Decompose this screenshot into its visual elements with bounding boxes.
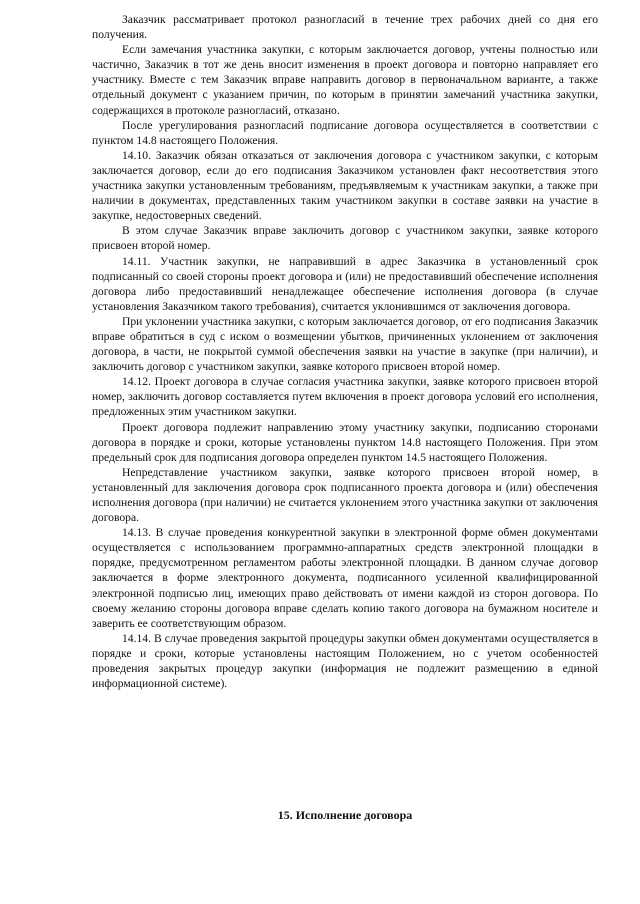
paragraph-14-11: 14.11. Участник закупки, не направивший в адрес Заказчика в установленный срок подписанный со своей стороны проект договора и (или) не предоставивший обеспечение исполнения договора либо предоставивший ненадлежащее обеспечение исполнения договора (в случае установления Заказчиком такого требования), считается уклонившимся от заключения договора. [92, 254, 598, 313]
paragraph: Проект договора подлежит направлению этому участнику закупки, подписанию сторонами договора в порядке и сроки, которые установлены пунктом 14.8 настоящего Положения. При этом предельный срок для подписания договора определен пунктом 14.5 настоящего Положения. [92, 420, 598, 464]
paragraph: В этом случае Заказчик вправе заключить договор с участником закупки, заявке которого присвоен второй номер. [92, 224, 598, 253]
paragraph-14-13: 14.13. В случае проведения конкурентной закупки в электронной форме обмен документами осуществляется с использованием программно-аппаратных средств электронной площадки в порядке, предусмотренном регламентом работы электронной площадки. В данном случае договор заключается в форме электронного документа, подписанного усиленной квалифицированной электронной подписью лиц, имеющих право действовать от имени каждой из сторон договора. По своему желанию стороны договора вправе сделать копию такого договора на бумажном носителе и заверить ее соответствующим образом. [92, 526, 598, 630]
paragraph: После урегулирования разногласий подписание договора осуществляется в соответствии с пунктом 14.8 настоящего Положения. [92, 118, 598, 147]
paragraph: Заказчик рассматривает протокол разногласий в течение трех рабочих дней со дня его получения. [92, 13, 598, 42]
paragraph-14-10: 14.10. Заказчик обязан отказаться от заключения договора с участником закупки, с которым заключается договор, если до его подписания Заказчиком установлен факт несоответствия этого участника закупки установленным требованиям, предъявляемым к участникам закупки, а также при наличии в документах, представленных таким участником закупки в составе заявки на участие в закупке, недостоверных сведений. [92, 148, 598, 223]
document-body [92, 4, 598, 691]
paragraph: Непредставление участником закупки, заявке которого присвоен второй номер, в установленный для заключения договора срок подписанного проекта договора и (или) обеспечения исполнения договора (при наличии) не считается уклонением этого участника закупки от заключения договора. [92, 465, 598, 525]
paragraph: Если замечания участника закупки, с которым заключается договор, учтены полностью или частично, Заказчик в тот же день вносит изменения в проект договора и повторно направляет его участнику. Вместе с тем Заказчик вправе направить договор в первоначальном варианте, а также отдельный документ с указанием причин, по которым в принятии замечаний участника закупки, содержащихся в протоколе разногласий, отказано. [92, 43, 598, 117]
paragraph-14-14: 14.14. В случае проведения закрытой процедуры закупки обмен документами осуществляется в порядке и сроки, которые установлены настоящим Положением, но с учетом особенностей проведения закрытых процедур закупки (информация не подлежит размещению в единой информационной системе). [92, 631, 598, 691]
paragraph-14-12: 14.12. Проект договора в случае согласия участника закупки, заявке которого присвоен второй номер, заключить договор составляется путем включения в проект договора условий его исполнения, предложенных этим участником закупки. [92, 375, 598, 419]
section-heading: 15. Исполнение договора [277, 808, 413, 822]
paragraph: При уклонении участника закупки, с которым заключается договор, от его подписания Заказчик вправе обратиться в суд с иском о возмещении убытков, причиненных уклонением от заключения договора, в части, не покрытой суммой обеспечения заявки на участие в закупке (при наличии), и заключить договор с участником закупки, заявке которого присвоен второй номер. [92, 314, 598, 374]
